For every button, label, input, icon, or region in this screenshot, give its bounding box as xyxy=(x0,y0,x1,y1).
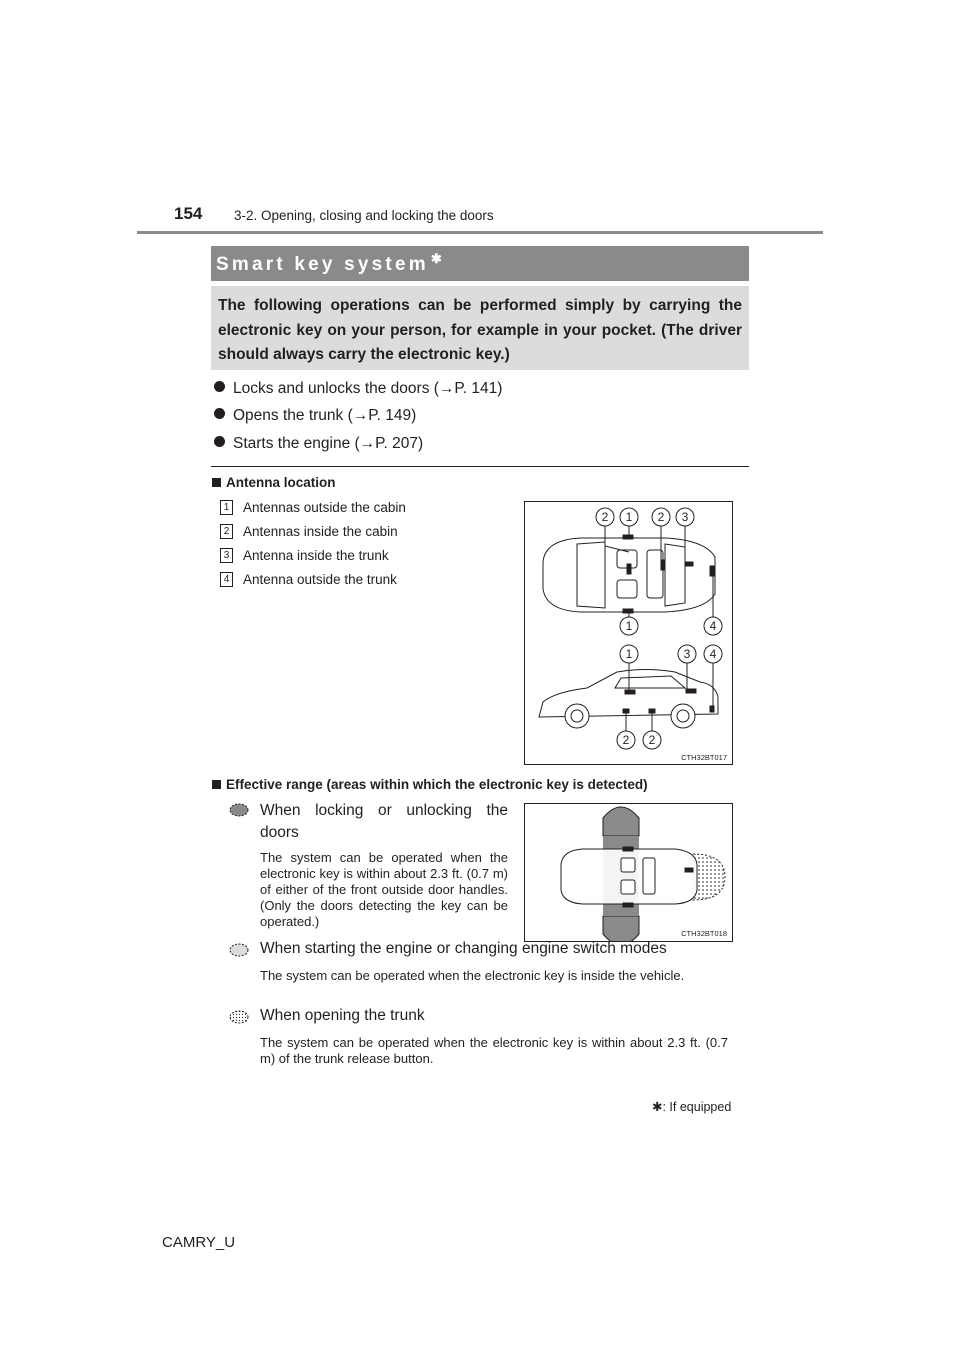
door-range-area-bottom xyxy=(603,916,639,941)
legend-number: 3 xyxy=(220,548,233,563)
page-title-text: Smart key system xyxy=(216,254,429,275)
bullet-item xyxy=(214,380,502,398)
legend-label: Antennas inside the cabin xyxy=(243,524,398,539)
bullet-text: Locks and unlocks the doors (→P. 141) xyxy=(233,380,503,397)
bullet-item xyxy=(214,407,416,425)
trunk-range-icon xyxy=(229,1010,249,1024)
bullet-dot-icon xyxy=(214,408,225,419)
range-heading xyxy=(212,777,648,792)
intro-text: The following operations can be performed simply by carrying the electronic key on your person, for example in your pocket. (The driver should always carry the electronic key.) xyxy=(218,297,742,363)
footer-model: CAMRY_U xyxy=(162,1234,236,1251)
legend-item xyxy=(220,500,406,516)
legend-item xyxy=(220,548,389,564)
door-range-area-top xyxy=(603,807,639,836)
footnote: ✱: If equipped xyxy=(652,1100,732,1114)
legend-number: 1 xyxy=(220,500,233,515)
bullet-dot-icon xyxy=(214,436,225,447)
callout-label: 3 xyxy=(683,647,691,661)
trunk-range-area xyxy=(693,854,725,900)
range-label: When starting the engine or changing engine switch modes xyxy=(260,940,667,957)
legend-item xyxy=(220,524,398,540)
range-label: When locking or unlocking the doors xyxy=(260,802,508,841)
square-bullet-icon xyxy=(212,780,221,789)
cabin-range-icon xyxy=(229,943,249,957)
door-range-icon xyxy=(229,803,249,817)
antenna-heading-text: Antenna location xyxy=(226,475,336,490)
callout-label: 2 xyxy=(622,733,630,747)
legend-label: Antennas outside the cabin xyxy=(243,500,406,515)
range-description: The system can be operated when the electronic key is within about 2.3 ft. (0.7 m) of either of the front outside door handles. (Only the doors detecting the key can be operated.) xyxy=(260,850,508,929)
figure-code: CTH32BT018 xyxy=(681,929,727,938)
page-number: 154 xyxy=(174,204,203,223)
legend-label: Antenna inside the trunk xyxy=(243,548,389,563)
legend-item xyxy=(220,572,397,588)
range-diagram xyxy=(524,803,733,942)
range-heading-text: Effective range (areas within which the electronic key is detected) xyxy=(226,777,648,792)
range-description: The system can be operated when the electronic key is within about 2.3 ft. (0.7 m) of the trunk release button. xyxy=(260,1035,728,1066)
range-label: When opening the trunk xyxy=(260,1007,425,1024)
equipped-mark: ✱ xyxy=(430,251,442,266)
antenna-heading xyxy=(212,475,336,490)
range-description: The system can be operated when the electronic key is inside the vehicle. xyxy=(260,968,685,983)
bullet-dot-icon xyxy=(214,381,225,392)
bullet-item xyxy=(214,435,423,453)
bullet-text: Starts the engine (→P. 207) xyxy=(233,435,424,452)
legend-number: 2 xyxy=(220,524,233,539)
callout-label: 1 xyxy=(625,647,633,661)
callout-label: 2 xyxy=(657,510,665,524)
legend-number: 4 xyxy=(220,572,233,587)
callout-label: 3 xyxy=(681,510,689,524)
figure-code: CTH32BT017 xyxy=(681,753,727,762)
legend-label: Antenna outside the trunk xyxy=(243,572,397,587)
section-divider xyxy=(211,466,749,467)
section-title: 3-2. Opening, closing and locking the doors xyxy=(234,208,494,223)
callout-label: 2 xyxy=(648,733,656,747)
callout-label: 1 xyxy=(625,619,633,633)
callout-label: 1 xyxy=(625,510,633,524)
callout-label: 2 xyxy=(601,510,609,524)
square-bullet-icon xyxy=(212,478,221,487)
callout-label: 4 xyxy=(709,647,717,661)
header-divider xyxy=(137,231,823,234)
car-top-view-icon xyxy=(543,538,715,612)
bullet-text: Opens the trunk (→P. 149) xyxy=(233,407,417,424)
antenna-diagram xyxy=(524,501,733,765)
page-title xyxy=(216,251,442,276)
callout-label: 4 xyxy=(709,619,717,633)
